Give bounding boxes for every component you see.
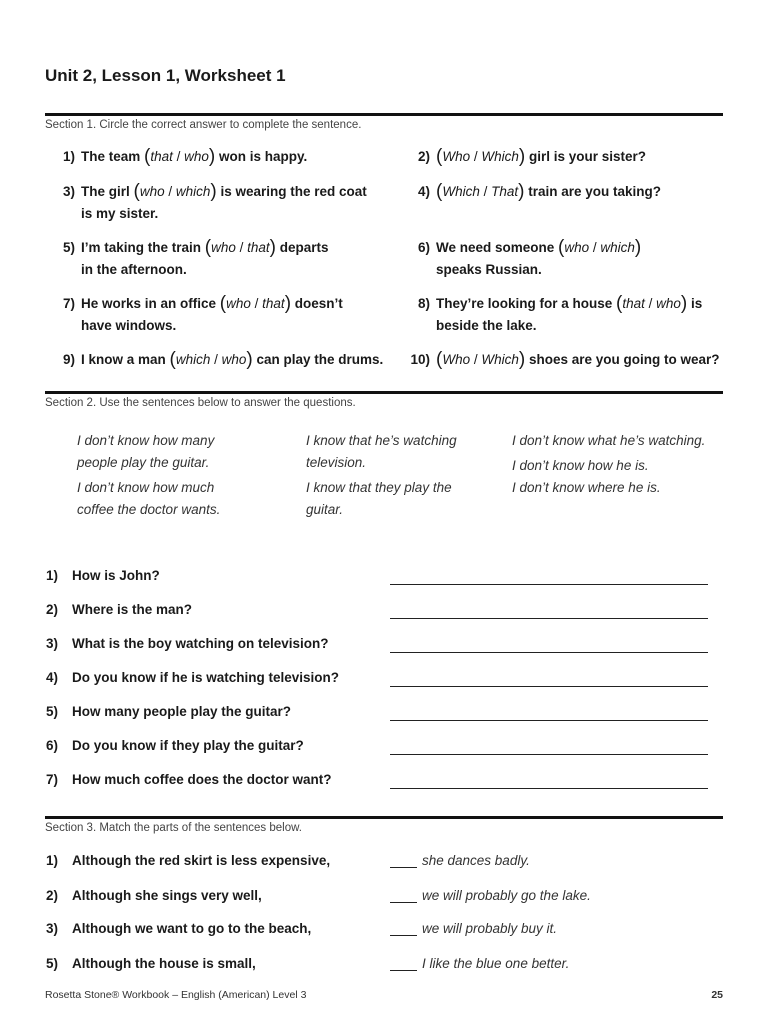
answer-line[interactable] [390,686,708,687]
open-paren: ( [558,237,565,258]
item-number: 10) [410,352,430,367]
item-number: 2) [417,149,430,164]
match-number: 1) [45,853,58,868]
item-text: He works in an office (who / that) doesn’t have windows. [81,293,343,333]
choice-option[interactable]: which [175,352,211,367]
question-text: Where is the man? [72,602,193,617]
choice-option[interactable]: Which [481,149,519,164]
choice-option[interactable]: who [564,240,590,255]
reference-sentence: I don’t know where he is. [512,480,661,495]
item-text: I know a man (which / who) can play the drums. [81,349,384,370]
choice-option[interactable]: Who [442,352,471,367]
match-answer: I like the blue one better. [422,956,570,971]
section2-heading: Section 2. Use the sentences below to answer the questions. [45,397,356,409]
item-text: (Who / Which) shoes are you going to wear? [436,349,720,370]
question-number: 2) [45,602,58,617]
section-divider [45,391,723,394]
item-number: 3) [62,184,75,199]
choice-option[interactable]: that [262,296,285,311]
close-paren: ) [208,146,216,167]
match-text: Although the house is small, [72,956,256,971]
open-paren: ( [169,349,176,370]
section1-heading: Section 1. Circle the correct answer to complete the sentence. [45,119,362,131]
close-paren: ) [518,146,526,167]
choice-option[interactable]: that [150,149,173,164]
question-number: 4) [45,670,58,685]
match-blank[interactable] [390,935,417,936]
open-paren: ( [144,146,151,167]
footer-credit: Rosetta Stone® Workbook – English (American) Level 3 [45,989,307,1001]
close-paren: ) [246,349,253,370]
open-paren: ( [436,181,443,202]
page-title: Unit 2, Lesson 1, Worksheet 1 [45,66,286,85]
close-paren: ) [680,293,688,314]
question-text: What is the boy watching on television? [72,636,329,651]
item-text: We need someone (who / which) speaks Russian. [436,237,642,277]
answer-line[interactable] [390,754,708,755]
reference-sentence: I don’t know how much coffee the doctor wants. [77,480,221,517]
item-number: 5) [62,240,75,255]
match-blank[interactable] [390,970,417,971]
close-paren: ) [634,237,642,258]
item-number: 6) [417,240,430,255]
choice-option[interactable]: which [175,184,211,199]
choice-option[interactable]: Who [442,149,471,164]
match-blank[interactable] [390,902,417,903]
question-text: Do you know if they play the guitar? [72,738,304,753]
open-paren: ( [219,293,227,314]
open-paren: ( [436,349,443,370]
item-text: They’re looking for a house (that / who) is beside the lake. [436,293,703,333]
open-paren: ( [133,181,140,202]
item-text: (Which / That) train are you taking? [436,181,661,202]
match-answer: we will probably buy it. [422,921,558,936]
choice-option[interactable]: That [491,184,519,199]
item-text: (Who / Which) girl is your sister? [436,146,646,167]
reference-sentence: I don’t know what he’s watching. [512,433,706,448]
choice-option[interactable]: Which [442,184,480,199]
item-number: 7) [62,296,75,311]
item-number: 8) [417,296,430,311]
match-text: Although she sings very well, [72,888,262,903]
question-number: 6) [45,738,58,753]
question-number: 1) [45,568,58,583]
match-text: Although the red skirt is less expensive, [72,853,331,868]
match-number: 5) [45,956,58,971]
page-number: 25 [711,989,723,1001]
choice-option[interactable]: who [139,184,165,199]
match-text: Although we want to go to the beach, [72,921,312,936]
close-paren: ) [210,181,217,202]
item-number: 9) [62,352,75,367]
answer-line[interactable] [390,720,708,721]
item-number: 4) [417,184,430,199]
choice-option[interactable]: who [211,240,236,255]
choice-option[interactable]: that [622,296,645,311]
answer-line[interactable] [390,584,708,585]
close-paren: ) [269,237,276,258]
choice-option[interactable]: who [226,296,251,311]
answer-line[interactable] [390,618,708,619]
reference-sentence: I know that he’s watching television. [306,433,457,470]
question-number: 5) [45,704,58,719]
open-paren: ( [204,237,212,258]
question-text: How many people play the guitar? [72,704,292,719]
item-text: The girl (who / which) is wearing the red coat is my sister. [81,181,367,221]
match-answer: she dances badly. [422,853,530,868]
question-number: 7) [45,772,58,787]
item-text: I’m taking the train (who / that) departs in the afternoon. [81,237,329,277]
choice-option[interactable]: that [247,240,270,255]
item-text: The team (that / who) won is happy. [81,146,308,167]
choice-option[interactable]: who [221,352,247,367]
choice-option[interactable]: Which [481,352,519,367]
close-paren: ) [518,181,525,202]
item-number: 1) [62,149,75,164]
question-text: Do you know if he is watching television? [72,670,340,685]
choice-option[interactable]: which [600,240,635,255]
close-paren: ) [518,349,526,370]
choice-option[interactable]: who [656,296,681,311]
answer-line[interactable] [390,788,708,789]
section-divider [45,113,723,116]
question-number: 3) [45,636,58,651]
open-paren: ( [436,146,443,167]
choice-option[interactable]: who [184,149,209,164]
reference-sentence: I know that they play the guitar. [306,480,452,517]
reference-sentence: I don’t know how many people play the guitar. [77,433,215,470]
section-divider [45,816,723,819]
open-paren: ( [616,293,623,314]
close-paren: ) [284,293,292,314]
match-number: 3) [45,921,58,936]
section3-heading: Section 3. Match the parts of the sentences below. [45,822,302,834]
match-blank[interactable] [390,867,417,868]
reference-sentence: I don’t know how he is. [512,458,649,473]
answer-line[interactable] [390,652,708,653]
question-text: How is John? [72,568,160,583]
match-number: 2) [45,888,58,903]
question-text: How much coffee does the doctor want? [72,772,332,787]
match-answer: we will probably go the lake. [422,888,591,903]
